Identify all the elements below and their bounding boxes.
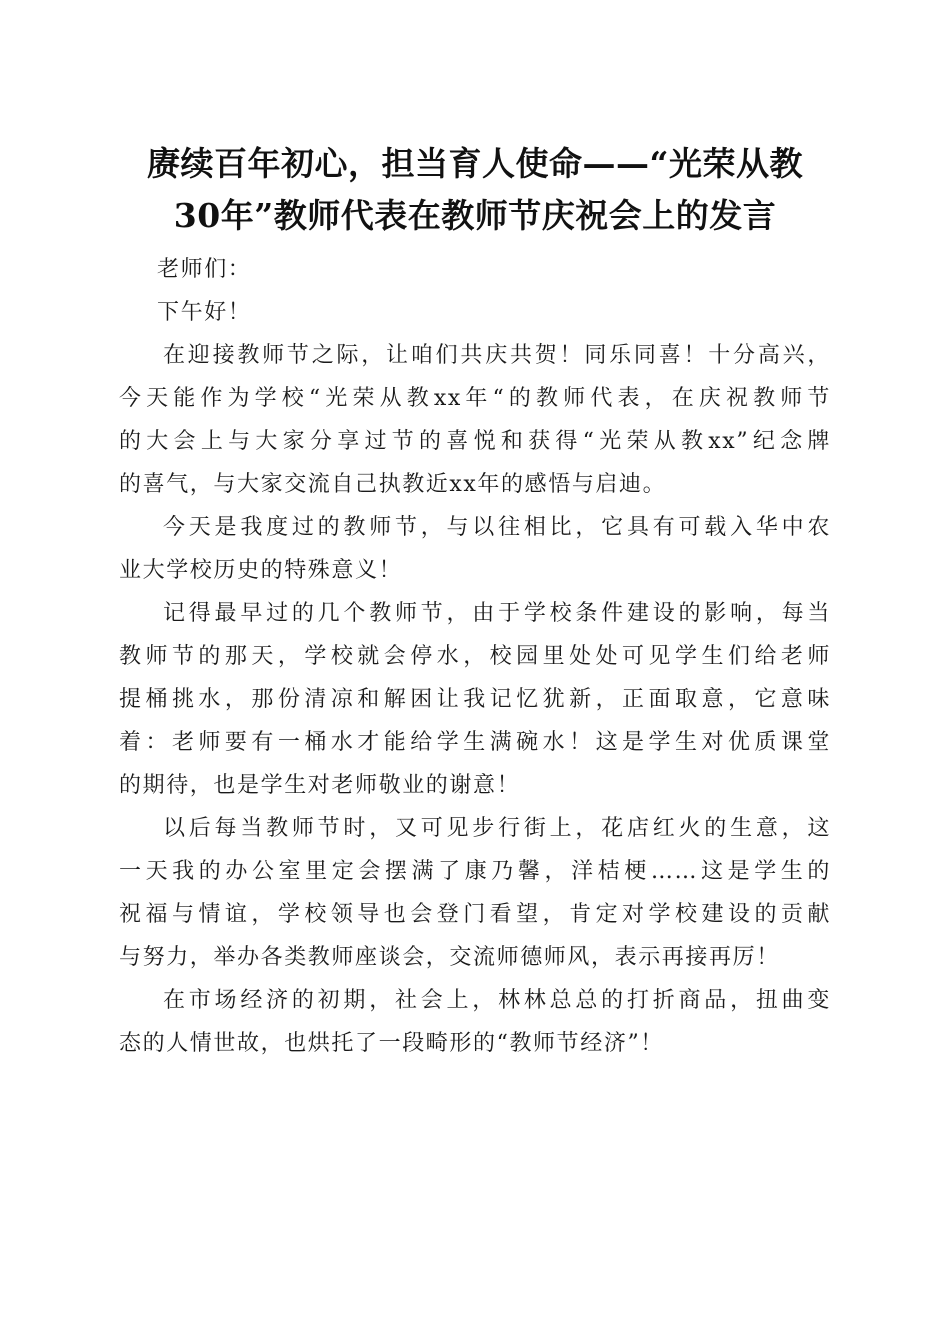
paragraph-1-line-1: 在迎接教师节之际，让咱们共庆共贺！同乐同喜！十分高兴， bbox=[163, 343, 831, 368]
paragraph-5-line-2: 态的人情世故，也烘托了一段畸形的“教师节经济”！ bbox=[119, 1031, 664, 1056]
greeting: 下午好！ bbox=[157, 300, 252, 325]
title-line-2: 30年”教师代表在教师节庆祝会上的发言 bbox=[173, 196, 777, 235]
paragraph-5-line-1: 在市场经济的初期，社会上，林林总总的打折商品，扭曲变 bbox=[163, 988, 831, 1013]
paragraph-3-line-5: 的期待，也是学生对老师敬业的谢意！ bbox=[119, 773, 521, 798]
paragraph-4-line-4: 与努力，举办各类教师座谈会，交流师德师风，表示再接再厉！ bbox=[119, 945, 780, 970]
paragraph-4-line-2: 一天我的办公室里定会摆满了康乃馨，洋桔梗……这是学生的 bbox=[119, 859, 831, 884]
paragraph-1-line-2: 今天能作为学校“光荣从教xx年“的教师代表，在庆祝教师节 bbox=[119, 386, 831, 411]
paragraph-3-line-1: 记得最早过的几个教师节，由于学校条件建设的影响，每当 bbox=[163, 601, 831, 626]
paragraph-3-line-2: 教师节的那天，学校就会停水，校园里处处可见学生们给老师 bbox=[119, 644, 831, 669]
paragraph-1 bbox=[119, 334, 831, 506]
paragraph-2-line-1: 今天是我度过的教师节，与以往相比，它具有可载入华中农 bbox=[163, 515, 831, 540]
document-title bbox=[100, 138, 850, 242]
paragraph-4-line-1: 以后每当教师节时，又可见步行街上，花店红火的生意，这 bbox=[163, 816, 831, 841]
paragraph-5 bbox=[119, 979, 831, 1065]
paragraph-3-line-4: 着：老师要有一桶水才能给学生满碗水！这是学生对优质课堂 bbox=[119, 730, 831, 755]
title-line-1: 赓续百年初心，担当育人使命——“光荣从教 bbox=[147, 144, 803, 183]
paragraph-1-line-3: 的大会上与大家分享过节的喜悦和获得“光荣从教xx”纪念牌 bbox=[119, 429, 831, 454]
paragraph-2-line-2: 业大学校历史的特殊意义！ bbox=[119, 558, 403, 583]
paragraph-4 bbox=[119, 807, 831, 979]
paragraph-3 bbox=[119, 592, 831, 807]
paragraph-3-line-3: 提桶挑水，那份清凉和解困让我记忆犹新，正面取意，它意味 bbox=[119, 687, 831, 712]
paragraph-2 bbox=[119, 506, 831, 592]
salutation: 老师们： bbox=[157, 257, 252, 282]
document-body bbox=[119, 248, 831, 1065]
paragraph-1-line-4: 的喜气，与大家交流自己执教近xx年的感悟与启迪。 bbox=[119, 472, 667, 497]
paragraph-4-line-3: 祝福与情谊，学校领导也会登门看望，肯定对学校建设的贡献 bbox=[119, 902, 831, 927]
